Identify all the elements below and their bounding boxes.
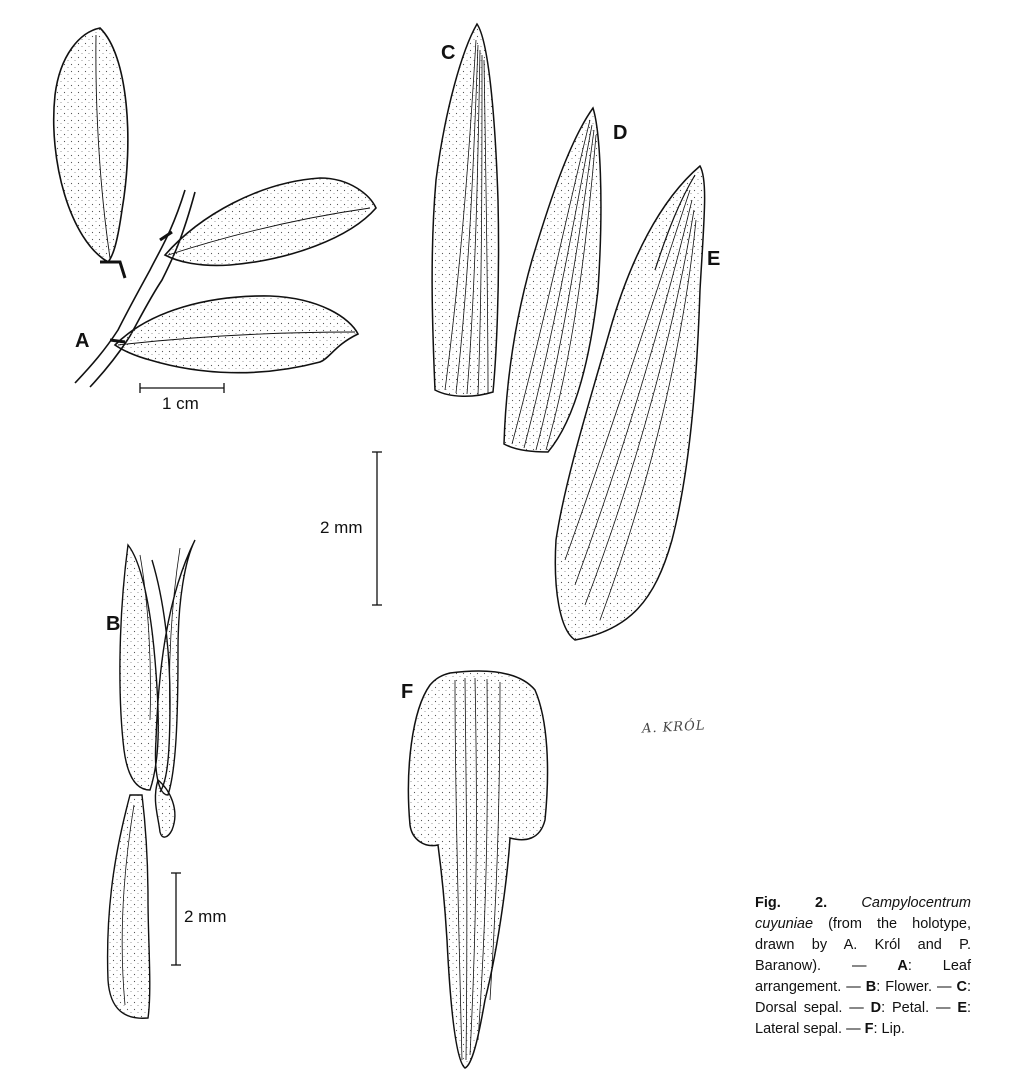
panel-label-f: F: [401, 681, 414, 703]
flower-drawing: [108, 540, 195, 1018]
caption-part-text: Petal.: [892, 1000, 930, 1016]
caption-part-key: E: [957, 1000, 967, 1016]
caption-source: (from the holotype, drawn by A. Król and P. Baranow).: [755, 916, 971, 974]
figure-caption: Fig. 2. Campylocentrum cuyuniae (from the holotype, drawn by A. Król and P. Baranow). — A: Leaf arrangement. — B: Flower. — C: Dorsal sepal. — D: Petal. — E: Lateral sepal. — F: Lip.: [755, 895, 972, 1037]
caption-part-key: F: [864, 1021, 874, 1037]
caption-fig-label: Fig. 2.: [755, 895, 828, 911]
scale-bar-middle: [372, 452, 382, 605]
caption-part-key: D: [870, 1000, 882, 1016]
petal-drawing: [504, 108, 601, 452]
caption-part-key: A: [897, 958, 908, 974]
artist-signature: A. KRÓL: [641, 718, 706, 737]
panel-label-d: D: [613, 122, 628, 144]
scale-label-middle: 2 mm: [320, 518, 363, 537]
caption-part-text: Dorsal sepal.: [755, 1000, 843, 1016]
dorsal-sepal-drawing: [432, 24, 498, 396]
scale-bar-flower: [171, 873, 181, 965]
caption-part-text: Lip.: [881, 1021, 905, 1037]
scale-bar-leaf: [140, 383, 224, 393]
caption-part-key: C: [956, 979, 967, 995]
panel-label-a: A: [75, 330, 90, 352]
caption-part-text: Lateral sepal.: [755, 1021, 843, 1037]
scale-label-leaf: 1 cm: [162, 394, 199, 413]
leaf-arrangement-drawing: [54, 28, 376, 387]
lip-drawing: [408, 671, 547, 1068]
caption-part-text: Flower.: [885, 979, 932, 995]
caption-part-key: B: [865, 979, 877, 995]
panel-label-b: B: [106, 613, 121, 635]
panel-label-e: E: [707, 248, 721, 270]
panel-label-c: C: [441, 42, 456, 64]
scale-label-flower: 2 mm: [184, 907, 227, 926]
caption-part-text: Leaf arrangement.: [755, 958, 971, 995]
caption-species: Campylocentrum cuyuniae: [755, 895, 971, 932]
